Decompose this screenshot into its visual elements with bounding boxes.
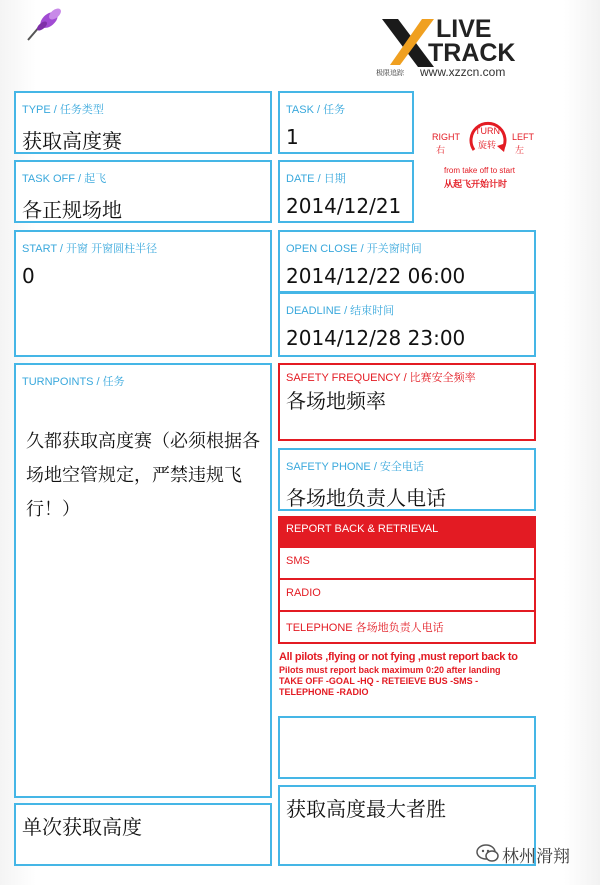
type-label: TYPE / 任务类型 [22,104,104,116]
report-row-radio [278,580,536,612]
date-label: DATE / 日期 [286,173,346,185]
task-off-box [14,160,272,223]
type-value: 获取高度赛 [22,129,122,153]
report-row-telephone [278,612,536,644]
safety-phone-box [278,448,536,511]
turn-note-en: from take off to start [444,166,515,175]
notice-line-1: All pilots ,flying or not fying ,must report back to [279,651,518,663]
bottom-right-value: 获取高度最大者胜 [286,797,446,821]
report-row-label: RADIO [286,587,321,599]
left-cn: 左 [515,145,525,155]
report-row-sms [278,548,536,580]
safety-frequency-box [278,363,536,441]
task-value: 1 [286,125,299,149]
report-row-label: SMS [286,555,310,567]
logo-track: TRACK [428,39,516,67]
safety-phone-label: SAFETY PHONE / 安全电话 [286,461,424,473]
logo-cn: 极限追踪 [376,69,404,77]
right-cn: 右 [436,145,446,155]
task-box [278,91,414,154]
start-label: START / 开窗 开窗圆柱半径 [22,243,158,255]
notice-line-3: TAKE OFF -GOAL -HQ - RETEIEVE BUS -SMS - [279,676,479,686]
open-close-box [278,230,536,293]
deadline-value: 2014/12/28 23:00 [286,326,466,350]
safety-frequency-label: SAFETY FREQUENCY / 比赛安全频率 [286,372,476,384]
right-en: RIGHT [432,132,460,142]
livetrack-logo [378,15,538,85]
open-close-label: OPEN CLOSE / 开关窗时间 [286,243,422,255]
report-header-label: REPORT BACK & RETRIEVAL [286,523,439,535]
turnpoints-label: TURNPOINTS / 任务 [22,376,125,388]
left-en: LEFT [512,132,535,142]
turnpoints-box [14,363,272,798]
safety-frequency-value: 各场地频率 [286,389,386,413]
logo-live: LIVE [436,15,492,43]
report-notice [279,651,549,697]
pushpin-icon [22,4,70,44]
watermark-text: 林州滑翔 [502,847,570,867]
open-close-value: 2014/12/22 06:00 [286,264,466,288]
turn-en: TURN [475,126,500,136]
report-row-label: TELEPHONE 各场地负责人电话 [286,622,444,634]
start-value: 0 [22,264,35,288]
safety-phone-value: 各场地负责人电话 [286,486,446,510]
date-value: 2014/12/21 [286,194,402,218]
turn-direction-diagram [428,118,548,193]
deadline-box [278,292,536,357]
wechat-icon [476,843,500,863]
turn-note-cn: 从起飞开始计时 [444,179,508,189]
report-header [278,516,536,548]
date-box [278,160,414,223]
notice-line-2: Pilots must report back maximum 0:20 after landing [279,665,501,675]
blank-box [278,716,536,779]
task-off-value: 各正规场地 [22,198,122,222]
logo-url: www.xzzcn.com [420,65,506,79]
bottom-left-box [14,803,272,866]
bottom-left-value: 单次获取高度 [22,815,142,839]
task-off-label: TASK OFF / 起飞 [22,173,107,185]
turn-cn: 旋转 [478,140,497,150]
deadline-label: DEADLINE / 结束时间 [286,305,395,317]
notice-line-4: TELEPHONE -RADIO [279,687,369,697]
type-box [14,91,272,154]
task-label: TASK / 任务 [286,104,346,116]
start-box [14,230,272,357]
turnpoints-value: 久都获取高度赛（必须根据各场地空管规定，严禁违规飞行！） [26,431,260,520]
